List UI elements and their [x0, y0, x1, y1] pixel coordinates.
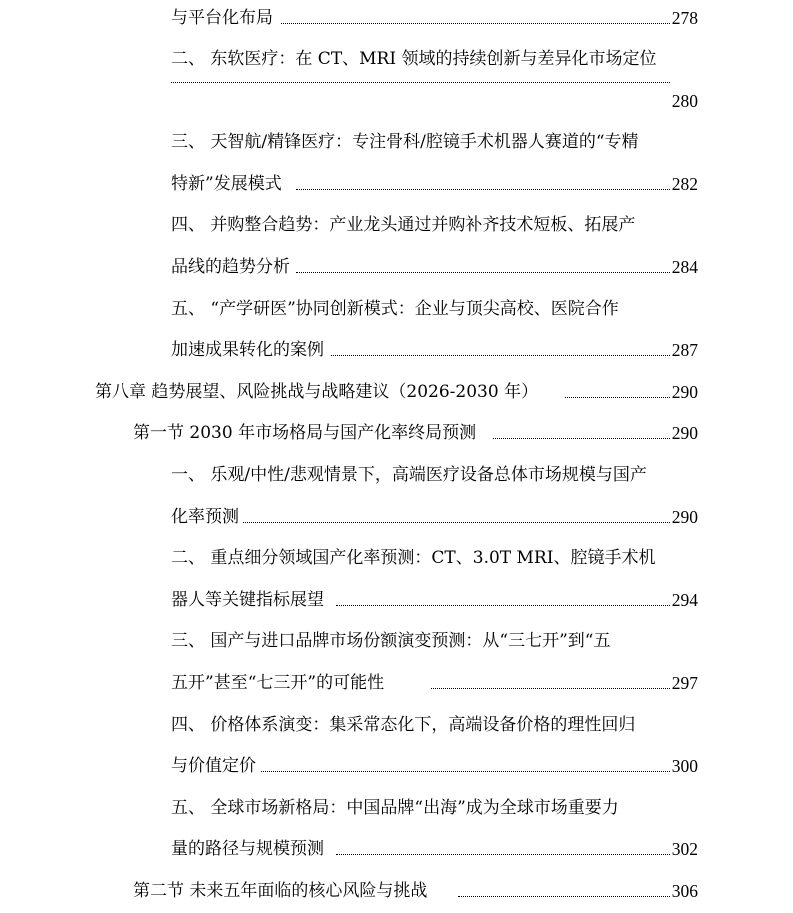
toc-entry[interactable]: [171, 6, 698, 30]
toc-entry[interactable]: [171, 213, 698, 237]
toc-entry[interactable]: [171, 338, 698, 362]
toc-entry-title: 第一节 2030 年市场格局与国产化率终局预测: [133, 421, 479, 445]
toc-entry-title: 量的路径与规模预测: [171, 837, 327, 861]
toc-entry[interactable]: [171, 671, 698, 695]
toc-entry-page: 306: [671, 881, 698, 901]
toc-entry[interactable]: [171, 463, 698, 487]
toc-entry[interactable]: [171, 588, 698, 612]
toc-entry-title: 五开”甚至“七三开”的可能性: [171, 671, 387, 695]
dot-leader: [336, 605, 670, 606]
toc-entry-page: 302: [671, 839, 698, 859]
dot-leader: [458, 896, 670, 897]
dot-leader: [261, 771, 670, 772]
toc-entry-title: 第二节 未来五年面临的核心风险与挑战: [133, 879, 430, 903]
toc-entry-page: 282: [671, 174, 698, 194]
toc-entry[interactable]: [171, 546, 698, 570]
toc-entry-page: 297: [671, 673, 698, 693]
toc-entry-title: 与平台化布局: [171, 6, 276, 30]
dot-leader: [565, 397, 670, 398]
toc-entry-title: 五、 全球市场新格局：中国品牌“出海”成为全球市场重要力: [171, 798, 619, 818]
toc-entry[interactable]: [171, 796, 698, 820]
dot-leader: [281, 23, 670, 24]
toc-entry-title: 特新”发展模式: [171, 172, 285, 196]
toc-entry-page: 290: [671, 507, 698, 527]
toc-entry-title: 三、 国产与进口品牌市场份额演变预测：从“三七开”到“五: [171, 631, 611, 651]
dot-leader: [431, 688, 670, 689]
toc-entry-page: 294: [671, 590, 698, 610]
toc-entry[interactable]: [171, 505, 698, 529]
toc-entry-title: 四、 并购整合趋势：产业龙头通过并购补齐技术短板、拓展产: [171, 215, 636, 235]
toc-entry[interactable]: [171, 297, 698, 321]
toc-entry-title: 四、 价格体系演变：集采常态化下，高端设备价格的理性回归: [171, 715, 636, 735]
toc-entry[interactable]: [171, 47, 698, 71]
toc-entry[interactable]: [171, 172, 698, 196]
toc-entry-page: 300: [671, 756, 698, 776]
toc-entry-title: 品线的趋势分析: [171, 255, 293, 279]
toc-entry-page: 287: [671, 340, 698, 360]
toc-section-entry[interactable]: [133, 879, 698, 903]
toc-entry[interactable]: [171, 754, 698, 778]
dot-leader: [243, 522, 670, 523]
toc-entry-title: 器人等关键指标展望: [171, 588, 327, 612]
toc-entry[interactable]: [171, 837, 698, 861]
dot-leader: [331, 355, 670, 356]
toc-entry-page: 278: [671, 8, 698, 28]
dot-leader: [493, 438, 670, 439]
dot-leader: [171, 82, 670, 83]
toc-entry-title: 与价值定价: [171, 754, 259, 778]
toc-entry-page: 280: [671, 91, 698, 111]
toc-entry-page: 290: [671, 382, 698, 402]
dot-leader: [336, 854, 670, 855]
toc-entry-title: 加速成果转化的案例: [171, 338, 327, 362]
toc-entry-page: 290: [671, 423, 698, 443]
toc-entry[interactable]: [171, 713, 698, 737]
toc-entry[interactable]: [171, 130, 698, 154]
toc-entry-title: 五、 “产学研医”协同创新模式：企业与顶尖高校、医院合作: [171, 299, 619, 319]
toc-entry-title: 第八章 趋势展望、风险挑战与战略建议（2026-2030 年）: [95, 380, 541, 404]
toc-entry-title: 一、 乐观/中性/悲观情景下，高端医疗设备总体市场规模与国产: [171, 465, 647, 485]
dot-leader: [296, 272, 670, 273]
toc-entry[interactable]: [171, 255, 698, 279]
toc-entry-page: 284: [671, 257, 698, 277]
toc-entry-title: 化率预测: [171, 505, 242, 529]
toc-entry-title: 三、 天智航/精锋医疗：专注骨科/腔镜手术机器人赛道的“专精: [171, 132, 639, 152]
dot-leader: [296, 189, 670, 190]
toc-entry-title: 二、 重点细分领域国产化率预测：CT、3.0T MRI、腔镜手术机: [171, 548, 656, 568]
toc-entry-title: 二、 东软医疗：在 CT、MRI 领域的持续创新与差异化市场定位: [171, 49, 657, 69]
toc-chapter-entry[interactable]: [95, 380, 698, 404]
toc-section-entry[interactable]: [133, 421, 698, 445]
toc-entry[interactable]: [171, 629, 698, 653]
